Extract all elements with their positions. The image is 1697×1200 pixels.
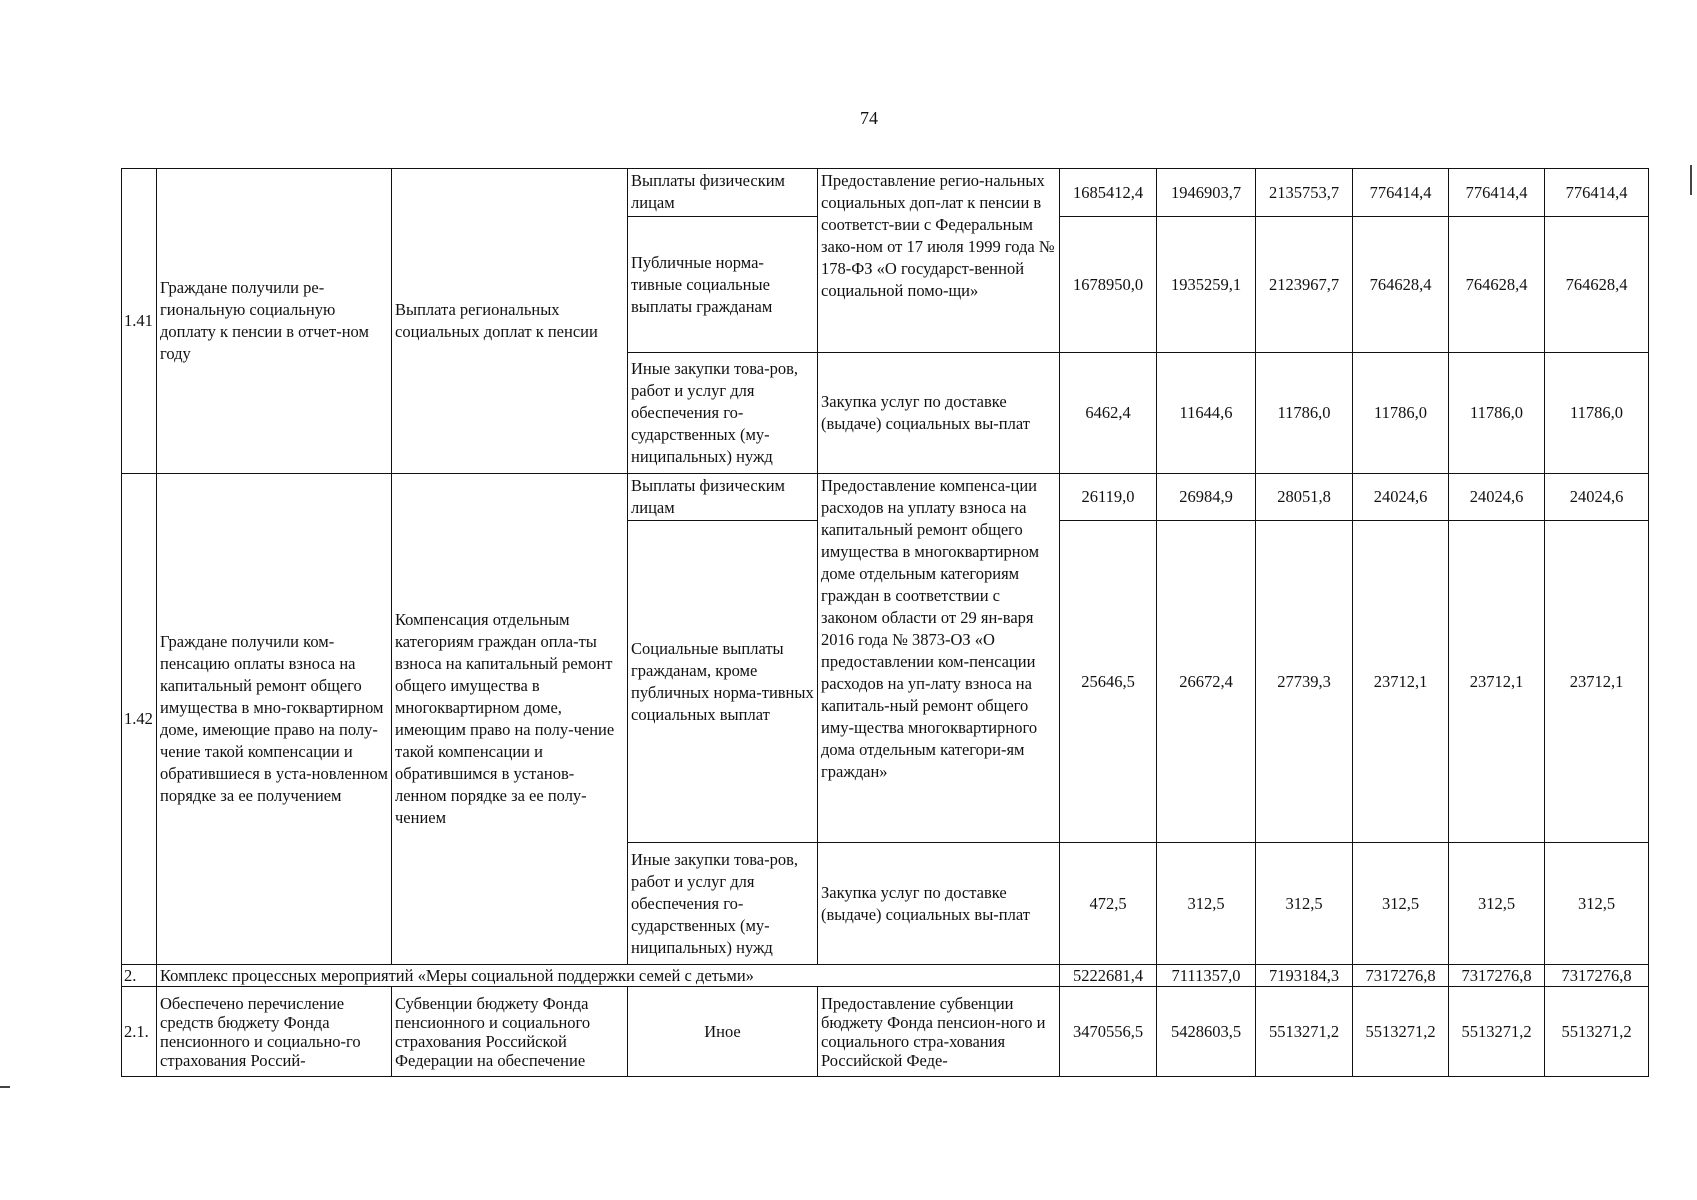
value-cell: 2123967,7 (1256, 217, 1353, 353)
value-cell: 28051,8 (1256, 474, 1353, 521)
value-cell: 26984,9 (1157, 474, 1256, 521)
value-cell: 5513271,2 (1256, 987, 1353, 1077)
expense-type-cell: Иные закупки това-ров, работ и услуг для обеспечения го-сударственных (му-ниципальных) нужд (628, 843, 818, 965)
value-cell: 3470556,5 (1060, 987, 1157, 1077)
value-cell: 23712,1 (1449, 521, 1545, 843)
value-cell: 24024,6 (1353, 474, 1449, 521)
value-cell: 23712,1 (1545, 521, 1649, 843)
page-number: 74 (860, 108, 878, 128)
value-cell: 472,5 (1060, 843, 1157, 965)
value-cell: 776414,4 (1353, 169, 1449, 217)
description-cell: Предоставление регио-нальных социальных доп-лат к пенсии в соответст-вии с Федеральным зако-ном от 17 июля 1999 года № 178-ФЗ «О государст-венной социальной помо-щи» (818, 169, 1060, 353)
value-cell: 312,5 (1157, 843, 1256, 965)
table-row (122, 965, 1649, 987)
value-cell: 7317276,8 (1353, 965, 1449, 987)
value-cell: 26672,4 (1157, 521, 1256, 843)
value-cell: 312,5 (1256, 843, 1353, 965)
table-row (122, 474, 1649, 521)
value-cell: 23712,1 (1353, 521, 1449, 843)
expense-type-cell: Иное (628, 987, 818, 1077)
value-cell: 764628,4 (1545, 217, 1649, 353)
value-cell: 1935259,1 (1157, 217, 1256, 353)
value-cell: 776414,4 (1545, 169, 1649, 217)
row-number: 1.41 (122, 169, 157, 474)
description-cell: Закупка услуг по доставке (выдаче) социальных вы-плат (818, 353, 1060, 474)
value-cell: 5428603,5 (1157, 987, 1256, 1077)
value-cell: 5513271,2 (1353, 987, 1449, 1077)
expense-type-cell: Выплаты физическим лицам (628, 474, 818, 521)
result-cell: Граждане получили ре-гиональную социальную доплату к пенсии в отчет-ном году (157, 169, 392, 474)
value-cell: 24024,6 (1449, 474, 1545, 521)
value-cell: 776414,4 (1449, 169, 1545, 217)
value-cell: 24024,6 (1545, 474, 1649, 521)
value-cell: 764628,4 (1353, 217, 1449, 353)
description-cell: Предоставление субвенции бюджету Фонда пенсион-ного и социального стра-хования Российской Феде- (818, 987, 1060, 1077)
measure-cell: Выплата региональных социальных доплат к пенсии (392, 169, 628, 474)
table-row (122, 987, 1649, 1077)
value-cell: 11644,6 (1157, 353, 1256, 474)
value-cell: 11786,0 (1449, 353, 1545, 474)
expense-type-cell: Иные закупки това-ров, работ и услуг для обеспечения го-сударственных (му-ниципальных) нужд (628, 353, 818, 474)
scan-mark-left (0, 1086, 10, 1088)
value-cell: 7193184,3 (1256, 965, 1353, 987)
value-cell: 1946903,7 (1157, 169, 1256, 217)
value-cell: 7111357,0 (1157, 965, 1256, 987)
value-cell: 26119,0 (1060, 474, 1157, 521)
value-cell: 312,5 (1545, 843, 1649, 965)
measure-cell: Субвенции бюджету Фонда пенсионного и социального страхования Российской Федерации на обеспечение (392, 987, 628, 1077)
value-cell: 2135753,7 (1256, 169, 1353, 217)
value-cell: 11786,0 (1256, 353, 1353, 474)
value-cell: 5513271,2 (1449, 987, 1545, 1077)
result-cell: Обеспечено перечисление средств бюджету Фонда пенсионного и социально-го страхования Россий- (157, 987, 392, 1077)
value-cell: 6462,4 (1060, 353, 1157, 474)
description-cell: Закупка услуг по доставке (выдаче) социальных вы-плат (818, 843, 1060, 965)
value-cell: 312,5 (1353, 843, 1449, 965)
measure-cell: Компенсация отдельным категориям граждан опла-ты взноса на капитальный ремонт общего имущества в многоквартирном доме, имеющим право на полу-чение такой компенсации и обратившимся в установ-ленном порядке за ее полу-чением (392, 474, 628, 965)
section-title: Комплекс процессных мероприятий «Меры социальной поддержки семей с детьми» (157, 965, 1060, 987)
expense-type-cell: Публичные норма-тивные социальные выплаты гражданам (628, 217, 818, 353)
value-cell: 312,5 (1449, 843, 1545, 965)
value-cell: 5513271,2 (1545, 987, 1649, 1077)
row-number: 1.42 (122, 474, 157, 965)
description-cell: Предоставление компенса-ции расходов на уплату взноса на капитальный ремонт общего имущества в многоквартирном доме отдельным категориям граждан в соответствии с законом области от 29 ян-варя 2016 года № 3873-ОЗ «О предоставлении ком-пенсации расходов на уп-лату взноса на капиталь-ный ремонт общего иму-щества многоквартирного дома отдельным категори-ям граждан» (818, 474, 1060, 843)
value-cell: 764628,4 (1449, 217, 1545, 353)
value-cell: 1685412,4 (1060, 169, 1157, 217)
value-cell: 27739,3 (1256, 521, 1353, 843)
result-cell: Граждане получили ком-пенсацию оплаты взноса на капитальный ремонт общего имущества в мно-гоквартирном доме, имеющие право на полу-чение такой компенсации и обратившиеся в уста-новленном порядке за ее получением (157, 474, 392, 965)
value-cell: 1678950,0 (1060, 217, 1157, 353)
value-cell: 25646,5 (1060, 521, 1157, 843)
expense-type-cell: Социальные выплаты гражданам, кроме публичных норма-тивных социальных выплат (628, 521, 818, 843)
table-row (122, 169, 1649, 217)
expense-type-cell: Выплаты физическим лицам (628, 169, 818, 217)
value-cell: 5222681,4 (1060, 965, 1157, 987)
row-number: 2. (122, 965, 157, 987)
value-cell: 7317276,8 (1545, 965, 1649, 987)
value-cell: 11786,0 (1353, 353, 1449, 474)
program-table (121, 168, 1649, 1077)
value-cell: 11786,0 (1545, 353, 1649, 474)
row-number: 2.1. (122, 987, 157, 1077)
scan-mark-right (1690, 165, 1692, 195)
value-cell: 7317276,8 (1449, 965, 1545, 987)
